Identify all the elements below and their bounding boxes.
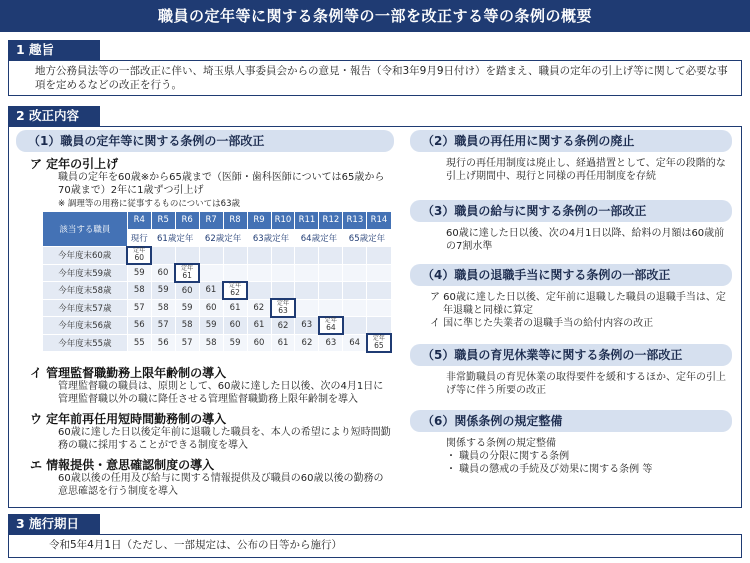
section-1-text: 地方公務員法等の一部改正に伴い、埼玉県人事委員会からの意見・報告（令和3年9月9日付け）を踏まえ、職員の定年の引上げ等に関して必要な事項を定めるなどの改正を行う。 [35, 65, 728, 91]
table-cell: 56 [151, 334, 175, 352]
table-corner: 該当する職員 [43, 212, 128, 247]
year-header: R8 [223, 212, 247, 230]
table-cell: 62 [271, 317, 295, 335]
table-cell [295, 282, 319, 300]
table-cell [367, 264, 391, 282]
retirement-tag: 定年 [372, 334, 385, 342]
row-label: 今年度末56歳 [43, 317, 128, 335]
subsection-4-item-i: イ 国に準じた失業者の退職手当の給付内容の改正 [430, 318, 654, 329]
retirement-tag: 定年 [181, 264, 194, 272]
section-1-heading: 1 趣旨 [8, 40, 100, 60]
item-u-heading: ウ 定年前再任用短時間勤務制の導入 [30, 412, 227, 426]
table-cell [319, 282, 343, 300]
table-cell: 62 [295, 334, 319, 352]
band-label: 63歳定年 [247, 229, 295, 247]
subsection-6-line-3: ・ 職員の懲戒の手続及び効果に関する条例 等 [446, 464, 653, 475]
table-cell [175, 247, 199, 265]
table-cell [343, 299, 367, 317]
subsection-2-title: （2）職員の再任用に関する条例の廃止 [410, 130, 732, 152]
section-3-heading: 3 施行期日 [8, 514, 100, 534]
year-header: R13 [343, 212, 367, 230]
item-a-heading: ア 定年の引上げ [30, 157, 119, 171]
table-cell: 61 [271, 334, 295, 352]
cell-value: 63 [278, 305, 288, 315]
table-cell: 55 [127, 334, 151, 352]
table-row [43, 317, 392, 335]
table-cell [271, 299, 295, 317]
band-label: 62歳定年 [199, 229, 247, 247]
table-cell [247, 264, 271, 282]
subsection-3-title: （3）職員の給与に関する条例の一部改正 [410, 200, 732, 222]
table-cell: 57 [175, 334, 199, 352]
section-3-box [8, 534, 742, 558]
table-cell: 57 [127, 299, 151, 317]
table-cell: 58 [175, 317, 199, 335]
table-cell [367, 247, 391, 265]
year-header: R5 [151, 212, 175, 230]
table-cell [199, 247, 223, 265]
table-cell: 58 [199, 334, 223, 352]
table-cell [127, 247, 151, 265]
subsection-1-title: （1）職員の定年等に関する条例の一部改正 [16, 130, 394, 152]
table-cell: 63 [295, 317, 319, 335]
table-cell [343, 317, 367, 335]
table-cell [319, 247, 343, 265]
table-cell [247, 282, 271, 300]
table-cell [247, 247, 271, 265]
table-cell [151, 247, 175, 265]
table-cell [343, 282, 367, 300]
year-header: R4 [127, 212, 151, 230]
year-header: R6 [175, 212, 199, 230]
page-title: 職員の定年等に関する条例等の一部を改正する等の条例の概要 [0, 0, 750, 32]
item-e-text: 60歳以後の任用及び給与に関する情報提供及び職員の60歳以後の勤務の意思確認を行う制度を導入 [58, 473, 384, 497]
subsection-5-text: 非常勤職員の育児休業の取得要件を緩和するほか、定年の引上げ等に伴う所要の改正 [446, 372, 726, 396]
table-cell: 59 [151, 282, 175, 300]
table-cell: 59 [199, 317, 223, 335]
table-cell [223, 264, 247, 282]
table-row [43, 334, 392, 352]
table-cell: 59 [127, 264, 151, 282]
table-cell: 63 [319, 334, 343, 352]
band-label: 61歳定年 [151, 229, 199, 247]
table-cell: 60 [175, 282, 199, 300]
table-body [43, 247, 392, 352]
row-label: 今年度末57歳 [43, 299, 128, 317]
section-1-box [8, 60, 742, 96]
subsection-2-text: 現行の再任用制度は廃止し、経過措置として、定年の段階的な引上げ期間中、現行と同様の再任用制度を存続 [446, 158, 726, 182]
subsection-4-title: （4）職員の退職手当に関する条例の一部改正 [410, 264, 732, 286]
table-cell [199, 264, 223, 282]
table-cell [295, 264, 319, 282]
cell-value: 61 [182, 270, 192, 280]
item-e-heading: エ 情報提供・意思確認制度の導入 [30, 458, 215, 472]
table-header-years [43, 212, 392, 230]
table-cell: 60 [247, 334, 271, 352]
table-cell [271, 264, 295, 282]
year-header: R7 [199, 212, 223, 230]
table-cell [223, 282, 247, 300]
cell-value: 65 [374, 340, 384, 350]
table-row [43, 282, 392, 300]
table-cell [319, 264, 343, 282]
retirement-tag: 定年 [324, 317, 337, 325]
cell-value: 62 [230, 288, 240, 298]
subsection-3-text: 60歳に達した日以後、次の4月1日以降、給料の月額は60歳前の7割水準 [446, 228, 725, 252]
schedule-table [42, 211, 392, 353]
table-cell [343, 247, 367, 265]
cell-value: 60 [134, 253, 145, 263]
band-label: 65歳定年 [343, 229, 391, 247]
table-cell: 60 [151, 264, 175, 282]
row-label: 今年度末58歳 [43, 282, 128, 300]
table-row [43, 247, 392, 265]
table-cell [367, 282, 391, 300]
table-cell: 59 [223, 334, 247, 352]
table-cell [343, 264, 367, 282]
table-cell [367, 317, 391, 335]
band-label: 現行 [127, 229, 151, 247]
subsection-6-line-2: ・ 職員の分限に関する条例 [446, 451, 570, 462]
retirement-tag: 定年 [133, 247, 146, 255]
subsection-6-line-1: 関係する条例の規定整備 [446, 438, 556, 449]
subsection-5-title: （5）職員の育児休業等に関する条例の一部改正 [410, 344, 732, 366]
table-cell [295, 247, 319, 265]
table-cell: 59 [175, 299, 199, 317]
retirement-tag: 定年 [229, 282, 242, 290]
year-header: R12 [319, 212, 343, 230]
table-cell: 61 [199, 282, 223, 300]
item-i-text: 管理監督職の職員は、原則として、60歳に達した日以後、次の4月1日に管理監督職以外の職に降任させる管理監督職勤務上限年齢制を導入 [58, 381, 384, 405]
item-u-text: 60歳に達した日以後定年前に退職した職員を、本人の希望により短時間勤務の職に採用することができる制度を導入 [58, 427, 391, 451]
table-cell [319, 317, 343, 335]
cell-value: 64 [326, 323, 336, 333]
table-cell [319, 299, 343, 317]
table-row [43, 299, 392, 317]
table-cell [271, 247, 295, 265]
year-header: R10 [271, 212, 295, 230]
table-cell [223, 247, 247, 265]
table-cell: 58 [127, 282, 151, 300]
table-cell: 61 [223, 299, 247, 317]
table-cell: 56 [127, 317, 151, 335]
subsection-4-item-a: ア 60歳に達した日以後、定年前に退職した職員の退職手当は、定年退職と同様に算定 [430, 292, 726, 316]
table-cell: 58 [151, 299, 175, 317]
table-cell: 57 [151, 317, 175, 335]
table-cell [271, 282, 295, 300]
row-label: 今年度末55歳 [43, 334, 128, 352]
table-cell [367, 334, 391, 352]
table-cell [295, 299, 319, 317]
year-header: R9 [247, 212, 271, 230]
table-cell [367, 299, 391, 317]
retirement-tag: 定年 [276, 299, 289, 307]
subsection-6-title: （6）関係条例の規定整備 [410, 410, 732, 432]
item-a-text: 職員の定年を60歳※から65歳まで（医師・歯科医師については65歳から70歳まで）2年に1歳ずつ引上げ [58, 172, 385, 196]
table-cell: 60 [199, 299, 223, 317]
band-label: 64歳定年 [295, 229, 343, 247]
item-i-heading: イ 管理監督職勤務上限年齢制の導入 [30, 366, 227, 380]
table-cell [175, 264, 199, 282]
row-label: 今年度末59歳 [43, 264, 128, 282]
table-cell: 64 [343, 334, 367, 352]
item-a-note: ※ 調理等の用務に従事するものについては63歳 [58, 199, 240, 209]
section-3-text: 令和5年4月1日（ただし、一部規定は、公布の日等から施行） [49, 539, 343, 551]
section-2-heading: 2 改正内容 [8, 106, 100, 126]
row-label: 今年度末60歳 [43, 247, 128, 265]
table-cell: 61 [247, 317, 271, 335]
year-header: R14 [367, 212, 391, 230]
table-cell: 60 [223, 317, 247, 335]
year-header: R11 [295, 212, 319, 230]
table-cell: 62 [247, 299, 271, 317]
table-row [43, 264, 392, 282]
